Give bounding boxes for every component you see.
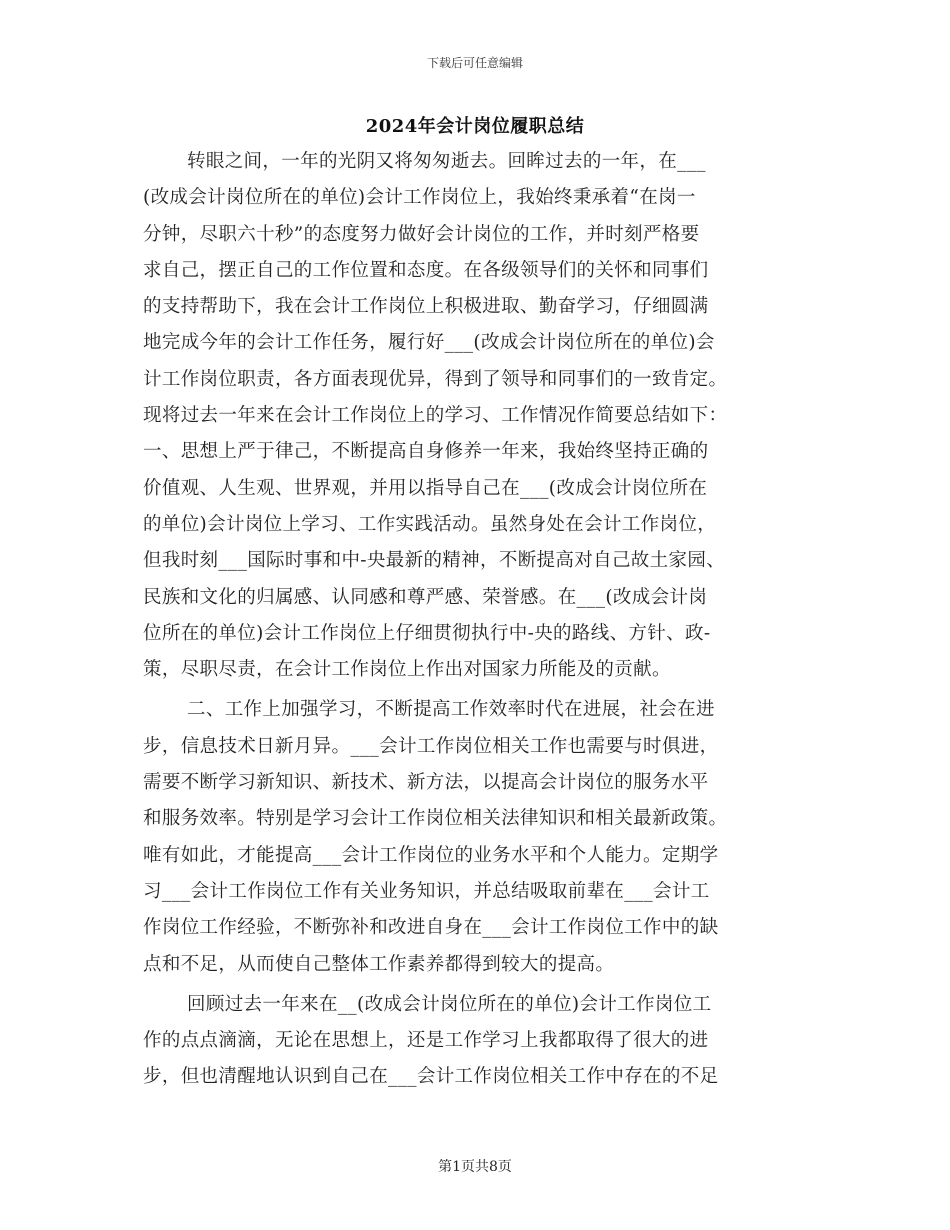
- body-line: 的支持帮助下，我在会计工作岗位上积极进取、勤奋学习，仔细圆满: [143, 296, 709, 318]
- body-line: 分钟，尽职六十秒”的态度努力做好会计岗位的工作，并时刻严格要: [143, 223, 700, 245]
- body-line: 步，但也清醒地认识到自己在___会计工作岗位相关工作中存在的不足: [143, 1066, 719, 1088]
- body-line: 和服务效率。特别是学习会计工作岗位相关法律知识和相关最新政策。: [143, 808, 728, 830]
- body-line: 需要不断学习新知识、新技术、新方法，以提高会计岗位的服务水平: [143, 772, 709, 794]
- document-title: 2024年会计岗位履职总结: [365, 116, 585, 137]
- body-line: 策，尽职尽责，在会计工作岗位上作出对国家力所能及的贡献。: [143, 659, 671, 681]
- body-line: 现将过去一年来在会计工作岗位上的学习、工作情况作简要总结如下：: [143, 405, 728, 427]
- body-line: 一、思想上严于律己，不断提高自身修养一年来，我始终坚持正确的: [143, 441, 709, 463]
- body-line: 转眼之间，一年的光阴又将匆匆逝去。回眸过去的一年，在___: [187, 151, 706, 172]
- body-line: 习___会计工作岗位工作有关业务知识，并总结吸取前辈在___会计工: [143, 880, 710, 902]
- body-line: 但我时刻___国际时事和中-央最新的精神，不断提高对自己故土家园、: [143, 550, 726, 572]
- body-line: 求自己，摆正自己的工作位置和态度。在各级领导们的关怀和同事们: [143, 259, 709, 281]
- document-body: [143, 144, 807, 1096]
- body-line: 价值观、人生观、世界观，并用以指导自己在___(改成会计岗位所在: [143, 477, 708, 499]
- body-line: 地完成今年的会计工作任务，履行好___(改成会计岗位所在的单位)会: [143, 332, 715, 354]
- body-line: 作岗位工作经验，不断弥补和改进自身在___会计工作岗位工作中的缺: [143, 917, 719, 939]
- body-line: 步，信息技术日新月异。___会计工作岗位相关工作也需要与时俱进，: [143, 735, 719, 757]
- body-line: 计工作岗位职责，各方面表现优异，得到了领导和同事们的一致肯定。: [143, 368, 728, 390]
- body-line: 作的点点滴滴，无论在思想上，还是工作学习上我都取得了很大的进: [143, 1030, 709, 1052]
- body-line: 位所在的单位)会计工作岗位上仔细贯彻执行中-央的路线、方针、政-: [143, 622, 711, 644]
- page-number-footer: 第1页共8页: [438, 1159, 512, 1175]
- body-line: 唯有如此，才能提高___会计工作岗位的业务水平和个人能力。定期学: [143, 844, 719, 866]
- body-line: 的单位)会计岗位上学习、工作实践活动。虽然身处在会计工作岗位，: [143, 513, 717, 535]
- body-line: 点和不足，从而使自己整体工作素养都得到较大的提高。: [143, 953, 615, 975]
- body-line: 二、工作上加强学习，不断提高工作效率时代在进展，社会在进: [187, 699, 715, 721]
- header-note: 下载后可任意编辑: [426, 56, 523, 70]
- body-line: (改成会计岗位所在的单位)会计工作岗位上，我始终秉承着“在岗一: [143, 187, 696, 209]
- body-line: 民族和文化的归属感、认同感和尊严感、荣誉感。在___(改成会计岗: [143, 586, 708, 608]
- body-line: 回顾过去一年来在__(改成会计岗位所在的单位)会计工作岗位工: [187, 993, 712, 1015]
